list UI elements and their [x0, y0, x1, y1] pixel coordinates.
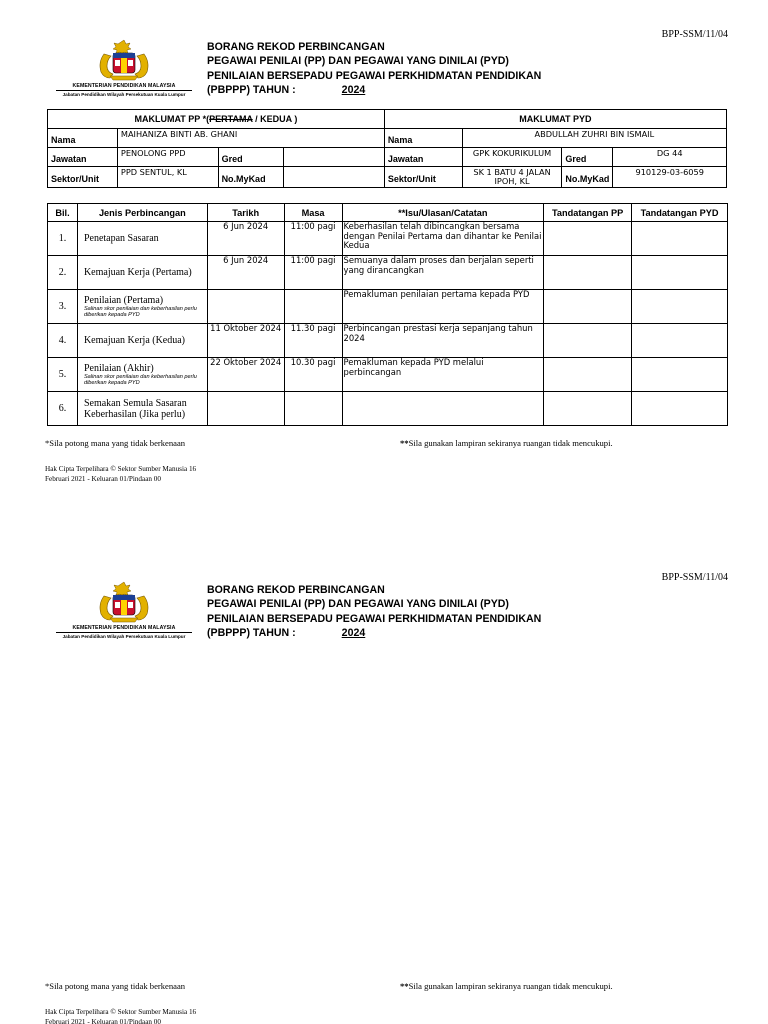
table-row	[48, 222, 728, 256]
row-jenis-note: Salinan skor penilaian dan keberhasilan perlu diberikan kepada PYD	[83, 305, 197, 318]
pp-sektor-value: PPD SENTUL, KL	[117, 167, 218, 188]
ministry-name: KEMENTERIAN PENDIDIKAN MALAYSIA	[56, 625, 192, 633]
col-header-catatan: **Isu/Ulasan/Catatan	[342, 204, 544, 222]
copyright-notice: Hak Cipta Terpelihara © Sektor Sumber Manusia 16 Februari 2021 - Keluaran 01/Pindaan 00	[45, 465, 197, 483]
signature-pp-cell[interactable]	[544, 256, 632, 290]
row-jenis: Penetapan Sasaran	[77, 222, 207, 256]
table-row	[48, 290, 728, 324]
row-masa: 11:00 pagi	[284, 256, 342, 290]
col-header-masa: Masa	[284, 204, 342, 222]
row-jenis: Semakan Semula Sasaran Keberhasilan (Jika perlu)	[77, 392, 207, 426]
row-catatan: Pemakluman kepada PYD melalui perbincangan	[342, 358, 544, 392]
pp-mykad-value	[284, 167, 384, 188]
row-tarikh: 22 Oktober 2024	[207, 358, 284, 392]
row-tarikh: 6 Jun 2024	[207, 222, 284, 256]
footnote-attachment: **Sila gunakan lampiran sekiranya ruangan tidak mencukupi.	[400, 438, 613, 448]
title-line-1: BORANG REKOD PERBINCANGAN	[207, 584, 385, 596]
department-name: Jabatan Pendidikan Wilayah Persekutuan Kuala Lumpur	[62, 634, 186, 639]
pyd-mykad-value: 910129-03-6059	[613, 167, 727, 188]
pp-jawatan-label: Jawatan	[48, 148, 118, 167]
footnote-cross-out: *Sila potong mana yang tidak berkenaan	[45, 438, 186, 448]
year-label: (PBPPP) TAHUN :	[207, 84, 296, 97]
row-jenis: Kemajuan Kerja (Pertama)	[77, 256, 207, 290]
signature-pyd-cell[interactable]	[632, 324, 728, 358]
col-header-bil: Bil.	[48, 204, 78, 222]
row-bil: 2.	[48, 256, 78, 290]
row-jenis: Penilaian (Pertama) Salinan skor penilaian dan keberhasilan perlu diberikan kepada PYD	[77, 290, 207, 324]
ministry-logo	[44, 38, 204, 97]
footnote-attachment: **Sila gunakan lampiran sekiranya ruangan tidak mencukupi.	[400, 981, 613, 991]
row-catatan: Semuanya dalam proses dan berjalan seperti yang dirancangkan	[342, 256, 544, 290]
signature-pp-cell[interactable]	[544, 392, 632, 426]
row-tarikh	[207, 392, 284, 426]
signature-pyd-cell[interactable]	[632, 222, 728, 256]
form-title	[207, 583, 541, 641]
pyd-mykad-label: No.MyKad	[562, 167, 613, 188]
department-name: Jabatan Pendidikan Wilayah Persekutuan Kuala Lumpur	[62, 92, 186, 97]
row-bil: 6.	[48, 392, 78, 426]
title-line-1: BORANG REKOD PERBINCANGAN	[207, 41, 385, 53]
col-header-jenis: Jenis Perbincangan	[77, 204, 207, 222]
row-catatan: Pemakluman penilaian pertama kepada PYD	[342, 290, 544, 324]
title-line-3: PENILAIAN BERSEPADU PEGAWAI PERKHIDMATAN PENDIDIKAN	[207, 612, 542, 625]
footnote-cross-out: *Sila potong mana yang tidak berkenaan	[45, 981, 186, 991]
row-bil: 1.	[48, 222, 78, 256]
signature-pyd-cell[interactable]	[632, 358, 728, 392]
year-value: 2024	[341, 627, 366, 640]
table-row	[48, 358, 728, 392]
row-jenis: Penilaian (Akhir) Salinan skor penilaian dan keberhasilan perlu diberikan kepada PYD	[77, 358, 207, 392]
title-line-3: PENILAIAN BERSEPADU PEGAWAI PERKHIDMATAN PENDIDIKAN	[207, 69, 542, 82]
ministry-name: KEMENTERIAN PENDIDIKAN MALAYSIA	[56, 83, 192, 91]
pyd-info-header: MAKLUMAT PYD	[384, 110, 726, 129]
signature-pp-cell[interactable]	[544, 290, 632, 324]
row-catatan: Keberhasilan telah dibincangkan bersama dengan Penilai Pertama dan dihantar ke Penilai Kedua	[342, 222, 544, 256]
row-bil: 5.	[48, 358, 78, 392]
pyd-gred-value: DG 44	[613, 148, 727, 167]
title-line-2: PEGAWAI PENILAI (PP) DAN PEGAWAI YANG DINILAI (PYD)	[207, 55, 509, 68]
pyd-nama-label: Nama	[384, 129, 462, 148]
pp-info-header: MAKLUMAT PP *(PERTAMA / KEDUA )	[48, 110, 385, 129]
row-catatan	[342, 392, 544, 426]
title-line-4	[207, 626, 541, 640]
pyd-sektor-value: SK 1 BATU 4 JALAN IPOH, KL	[462, 167, 562, 188]
table-row	[48, 256, 728, 290]
copyright-notice: Hak Cipta Terpelihara © Sektor Sumber Manusia 16 Februari 2021 - Keluaran 01/Pindaan 00	[45, 1008, 197, 1024]
pp-sektor-label: Sektor/Unit	[48, 167, 118, 188]
pp-gred-label: Gred	[218, 148, 284, 167]
col-header-tandatangan-pp: Tandatangan PP	[544, 204, 632, 222]
pyd-nama-value: ABDULLAH ZUHRI BIN ISMAIL	[462, 129, 726, 148]
row-masa: 10.30 pagi	[284, 358, 342, 392]
form-code: BPP-SSM/11/04	[661, 29, 728, 40]
signature-pyd-cell[interactable]	[632, 290, 728, 324]
pp-jawatan-value: PENOLONG PPD	[117, 148, 218, 167]
pyd-gred-label: Gred	[562, 148, 613, 167]
signature-pyd-cell[interactable]	[632, 256, 728, 290]
year-label: (PBPPP) TAHUN :	[207, 627, 296, 640]
discussion-header-row	[48, 204, 728, 222]
malaysia-coat-of-arms-icon	[94, 580, 154, 624]
pp-gred-value	[284, 148, 384, 167]
signature-pp-cell[interactable]	[544, 324, 632, 358]
row-jenis-note: Salinan skor penilaian dan keberhasilan perlu diberikan kepada PYD	[83, 373, 197, 386]
row-masa	[284, 290, 342, 324]
row-masa: 11.30 pagi	[284, 324, 342, 358]
pyd-sektor-label: Sektor/Unit	[384, 167, 462, 188]
signature-pp-cell[interactable]	[544, 222, 632, 256]
officer-info-table	[47, 109, 727, 188]
pyd-jawatan-value: GPK KOKURIKULUM	[462, 148, 562, 167]
row-bil: 3.	[48, 290, 78, 324]
col-header-tandatangan-pyd: Tandatangan PYD	[632, 204, 728, 222]
year-value: 2024	[341, 84, 366, 97]
table-row	[48, 324, 728, 358]
row-jenis: Kemajuan Kerja (Kedua)	[77, 324, 207, 358]
form-code: BPP-SSM/11/04	[661, 572, 728, 583]
ministry-logo	[44, 580, 204, 639]
row-masa: 11:00 pagi	[284, 222, 342, 256]
form-title	[207, 40, 541, 98]
row-tarikh: 6 Jun 2024	[207, 256, 284, 290]
table-row	[48, 392, 728, 426]
row-tarikh	[207, 290, 284, 324]
row-catatan: Perbincangan prestasi kerja sepanjang tahun 2024	[342, 324, 544, 358]
discussion-record-table	[47, 203, 728, 426]
pp-mykad-label: No.MyKad	[218, 167, 284, 188]
title-line-4	[207, 83, 541, 97]
signature-pyd-cell[interactable]	[632, 392, 728, 426]
malaysia-coat-of-arms-icon	[94, 38, 154, 82]
pp-nama-label: Nama	[48, 129, 118, 148]
title-line-2: PEGAWAI PENILAI (PP) DAN PEGAWAI YANG DINILAI (PYD)	[207, 598, 509, 611]
row-bil: 4.	[48, 324, 78, 358]
col-header-tarikh: Tarikh	[207, 204, 284, 222]
row-tarikh: 11 Oktober 2024	[207, 324, 284, 358]
signature-pp-cell[interactable]	[544, 358, 632, 392]
pp-nama-value: MAIHANIZA BINTI AB. GHANI	[117, 129, 384, 148]
row-masa	[284, 392, 342, 426]
pyd-jawatan-label: Jawatan	[384, 148, 462, 167]
